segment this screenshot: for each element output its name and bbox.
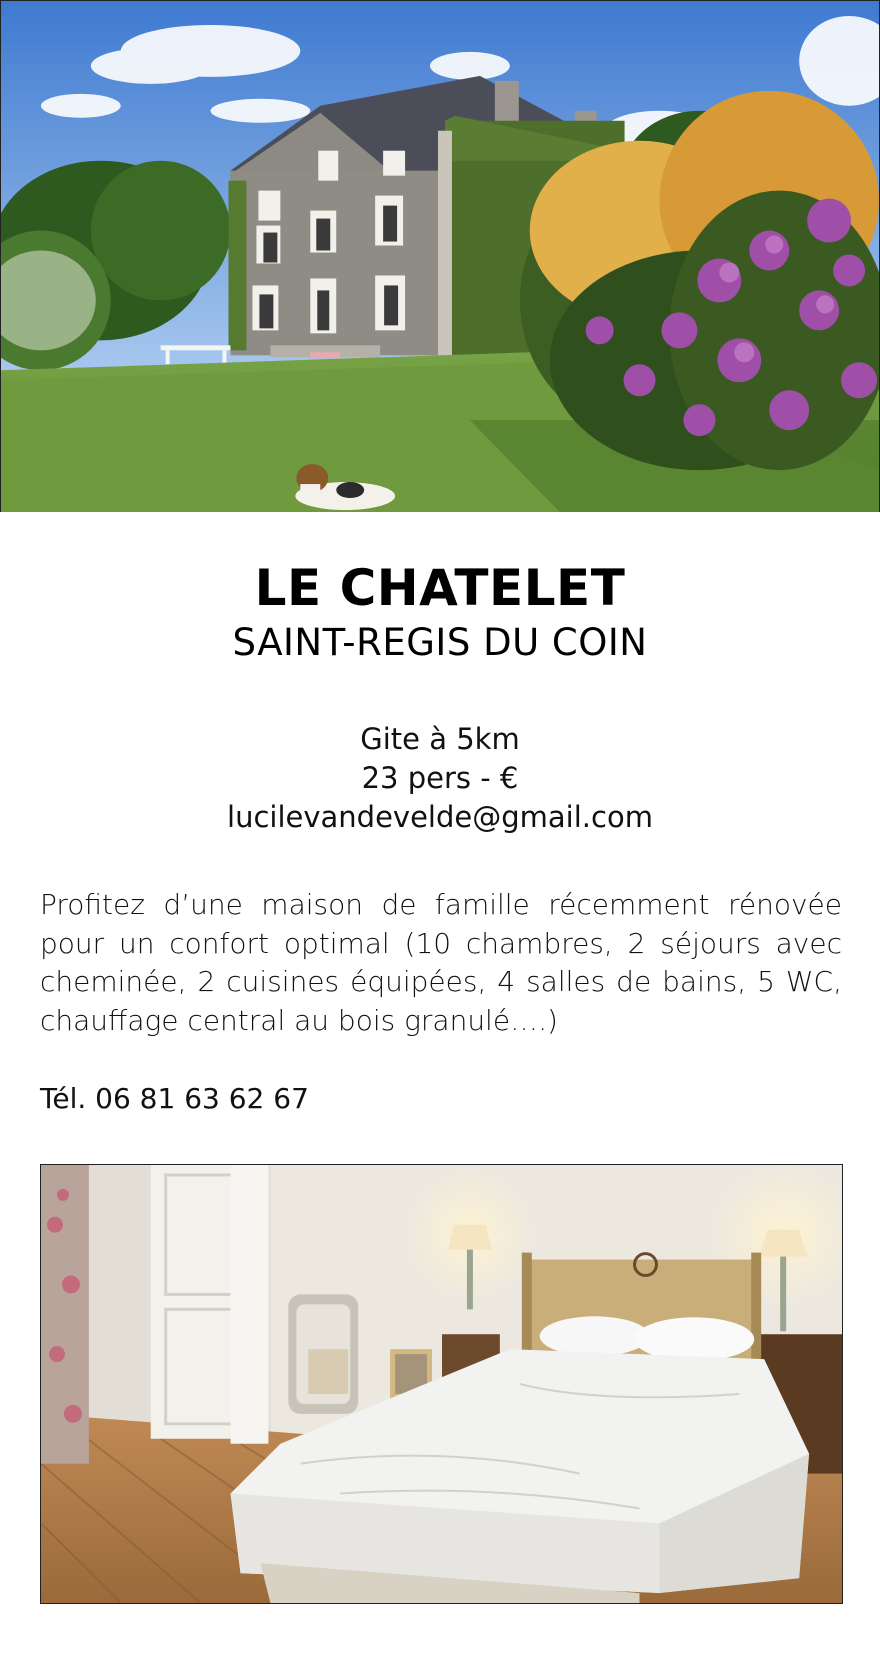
- bedroom-illustration: [41, 1165, 842, 1603]
- listing-email[interactable]: lucilevandevelde@gmail.com: [227, 800, 653, 834]
- house-illustration: [1, 1, 879, 512]
- house-photo: [0, 0, 880, 512]
- listing-distance: Gite à 5km: [360, 722, 520, 756]
- listing-info: [0, 720, 880, 837]
- listing-phone[interactable]: Tél. 06 81 63 62 67: [40, 1082, 309, 1115]
- listing-description: Profitez d’une maison de famille récemment rénovée pour un confort optimal (10 chambres, 2 séjours avec cheminée, 2 cuisines équipées, 4 salles de bains, 5 WC, chauffage central au bois granulé….): [40, 888, 842, 1037]
- listing-location: SAINT-REGIS DU COIN: [232, 621, 648, 664]
- listing-capacity: 23 pers - €: [361, 761, 519, 795]
- listing-name: LE CHATELET: [254, 559, 626, 617]
- bedroom-photo: [40, 1164, 843, 1604]
